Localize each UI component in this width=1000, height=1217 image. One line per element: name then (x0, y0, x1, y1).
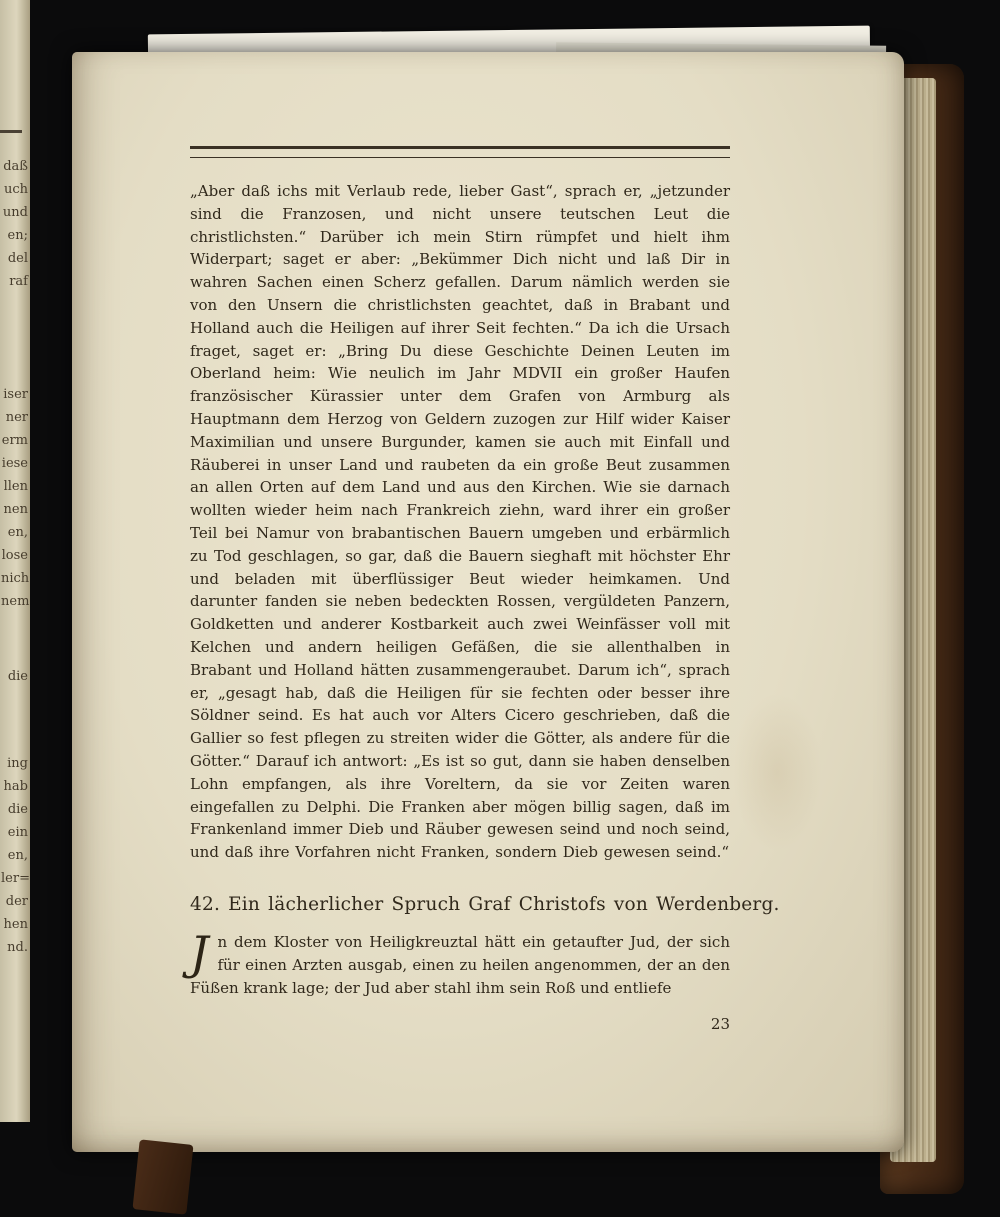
margin-fragment: der (5, 894, 28, 909)
margin-fragment: ein (7, 825, 28, 840)
margin-fragment: die (7, 669, 28, 684)
margin-fragment: iser (3, 387, 28, 402)
page-stain (732, 692, 822, 852)
header-double-rule (190, 146, 730, 158)
margin-rule (0, 130, 22, 133)
margin-fragment: en; (7, 228, 28, 243)
margin-fragment: uch (3, 182, 28, 197)
leather-strap (132, 1139, 193, 1214)
margin-fragment: nd. (7, 940, 28, 955)
margin-fragment: en, (7, 525, 28, 540)
margin-fragment: iese (1, 456, 28, 471)
margin-fragment: hab (3, 779, 28, 794)
page-number: 23 (710, 1015, 730, 1034)
margin-fragment: die (7, 802, 28, 817)
margin-fragment: hen (3, 917, 28, 932)
second-paragraph (190, 925, 730, 999)
margin-fragment: en, (7, 848, 28, 863)
margin-fragment: ner (5, 410, 28, 425)
main-paragraph: „Aber daß ichs mit Verlaub rede, lieber Gast“, sprach er, „jetzunder sind die Franzosen, und nicht unsere teutschen Leut die christlichsten.“ Darüber ich mein Stirn rümpfet und hielt ihm Widerpart; saget er aber: „Bekümmer Dich nicht und laß Dir in wahren Sachen einen Scherz gefallen. Darum nämlich werden sie von den Unsern die christlichsten geachtet, daß in Brabant und Holland auch die Heiligen auf ihrer Seit fechten.“ Da ich die Ursach fraget, saget er: „Bring Du diese Geschichte Deinen Leuten im Oberland heim: Wie neulich im Jahr MDVII ein großer Haufen französischer Kürassier unter dem Grafen von Armburg als Hauptmann dem Herzog von Geldern zuzogen zur Hilf wider Kaiser Maximilian und unsere Burgunder, kamen sie auch mit Einfall und Räuberei in unser Land und raubeten da ein große Beut zusammen an allen Orten auf dem Land und aus den Kirchen. Wie sie darnach wollten wieder heim nach Frankreich ziehn, ward ihrer ein großer Teil bei Namur von brabantischen Bauern umgeben und erbärmlich zu Tod geschlagen, so gar, daß die Bauern sieghaft mit höchster Ehr und beladen mit überflüssiger Beut wieder heimkamen. Und darunter fanden sie neben bedeckten Rossen, vergüldeten Panzern, Goldketten und anderer Kostbarkeit auch zwei Weinfässer voll mit Kelchen und andern heiligen Gefäßen, die sie allenthalben in Brabant und Holland hätten zusammengeraubet. Darum ich“, sprach er, „gesagt hab, daß die Heiligen für sie fechten oder besser ihre Söldner seind. Es hat auch vor Alters Cicero geschrieben, daß die Gallier so fest pflegen zu streiten wider die Götter, als andere für die Götter.“ Darauf ich antwort: „Es ist so gut, dann sie haben denselben Lohn empfangen, als ihre Voreltern, da sie vor Zeiten waren eingefallen zu Delphi. Die Franken aber mögen billig sagen, daß im Frankenland immer Dieb und Räuber gewesen seind und noch seind, und daß ihre Vorfahren nicht Franken, sondern Dieb gewesen seind.“ (190, 182, 730, 862)
margin-fragments-group-3 (1, 665, 28, 688)
margin-fragment: erm (1, 433, 28, 448)
underlying-page-edge (0, 0, 30, 1122)
margin-fragment: und (2, 205, 28, 220)
margin-fragment: raf (9, 274, 28, 289)
margin-fragment: lose (1, 548, 28, 563)
margin-fragment: llen (3, 479, 28, 494)
margin-fragment: nem (1, 594, 30, 609)
margin-fragment: daß (3, 159, 28, 174)
margin-fragments-group-4 (1, 752, 28, 959)
page-content (190, 146, 780, 1034)
margin-fragments-group-1 (1, 155, 28, 293)
margin-fragment: ler= (1, 871, 30, 886)
margin-fragment: del (7, 251, 28, 266)
margin-fragment: nich (1, 571, 30, 586)
margin-fragments-group-2 (1, 383, 28, 613)
second-paragraph-text: n dem Kloster von Heiligkreuztal hätt ein getaufter Jud, der sich für einen Arzten ausgab, einen zu heilen angenommen, der an den Füßen krank lage; der Jud aber stahl ihm sein Roß und entliefe (190, 932, 730, 997)
drop-cap-initial: J (190, 925, 209, 980)
section-heading: 42. Ein lächerlicher Spruch Graf Christofs von Werdenberg. (190, 893, 780, 915)
margin-fragment: ing (7, 756, 28, 771)
margin-fragment: nen (3, 502, 28, 517)
book-page (72, 52, 904, 1152)
